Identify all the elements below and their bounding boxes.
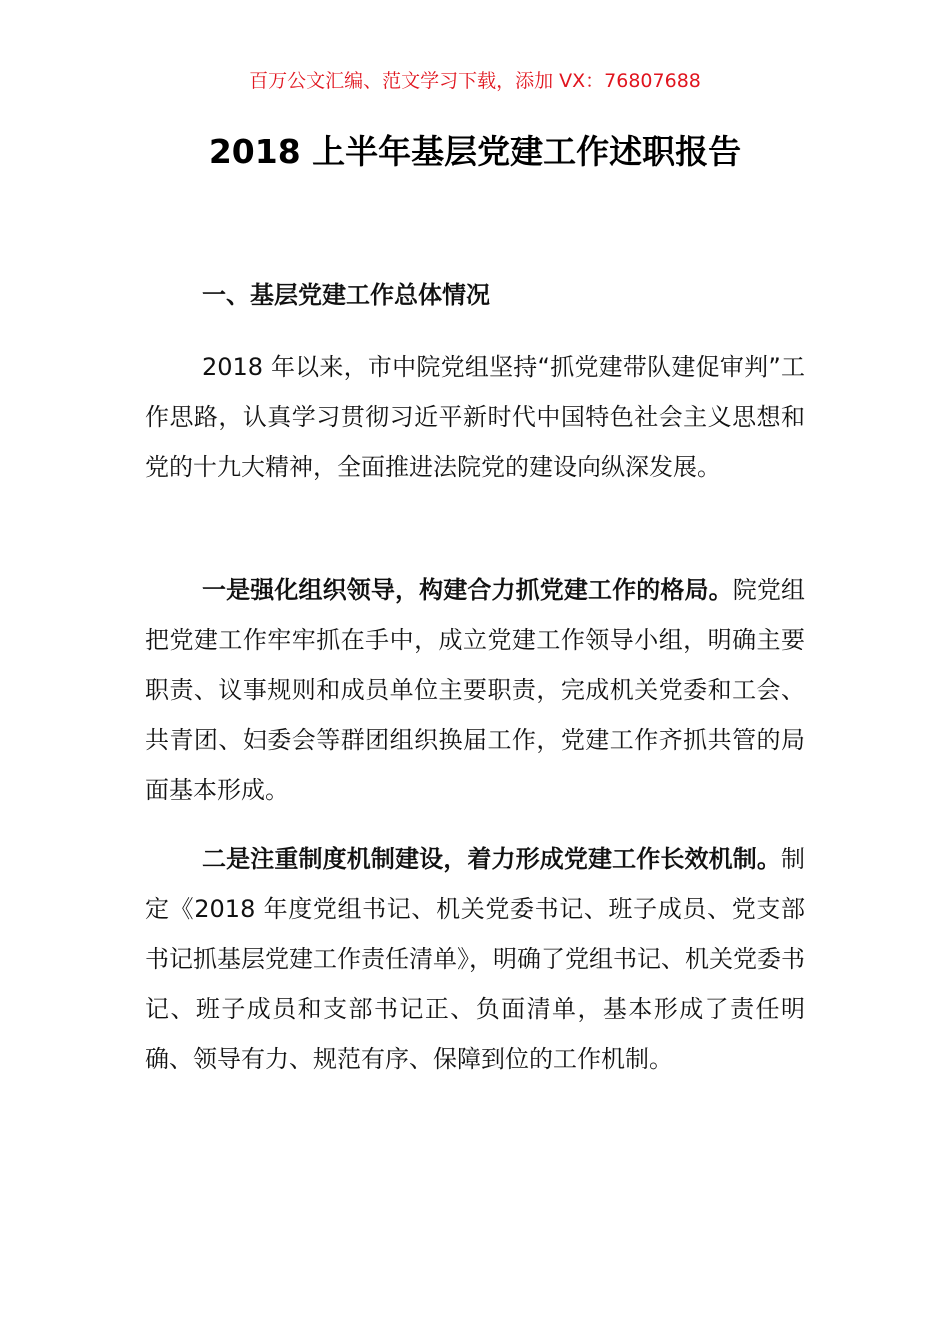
paragraph-text: 2018 年以来，市中院党组坚持“抓党建带队建促审判”工作思路，认真学习贯彻习近平新时代中国特色社会主义思想和党的十九大精神，全面推进法院党的建设向纵深发展。 bbox=[145, 353, 805, 481]
paragraph-text: 院党组把党建工作牢牢抓在手中，成立党建工作领导小组，明确主要职责、议事规则和成员单位主要职责，完成机关党委和工会、共青团、妇委会等群团组织换届工作，党建工作齐抓共管的局面基本形成。 bbox=[145, 576, 805, 804]
header-watermark-note: 百万公文汇编、范文学习下载，添加 VX：76807688 bbox=[249, 70, 701, 92]
document-title: 2018 上半年基层党建工作述职报告 bbox=[208, 132, 742, 171]
paragraph-text: 制定《2018 年度党组书记、机关党委书记、班子成员、党支部书记抓基层党建工作责任清单》，明确了党组书记、机关党委书记、班子成员和支部书记正、负面清单，基本形成了责任明确、领导有力、规范有序、保障到位的工作机制。 bbox=[145, 845, 805, 1073]
paragraph-mechanism bbox=[145, 834, 805, 1084]
section-heading: 一、基层党建工作总体情况 bbox=[202, 281, 490, 309]
paragraph-intro bbox=[145, 342, 805, 492]
paragraph-lead: 一是强化组织领导，构建合力抓党建工作的格局。 bbox=[202, 576, 733, 604]
paragraph-lead: 二是注重制度机制建设，着力形成党建工作长效机制。 bbox=[202, 845, 781, 873]
paragraph-organization bbox=[145, 565, 805, 815]
